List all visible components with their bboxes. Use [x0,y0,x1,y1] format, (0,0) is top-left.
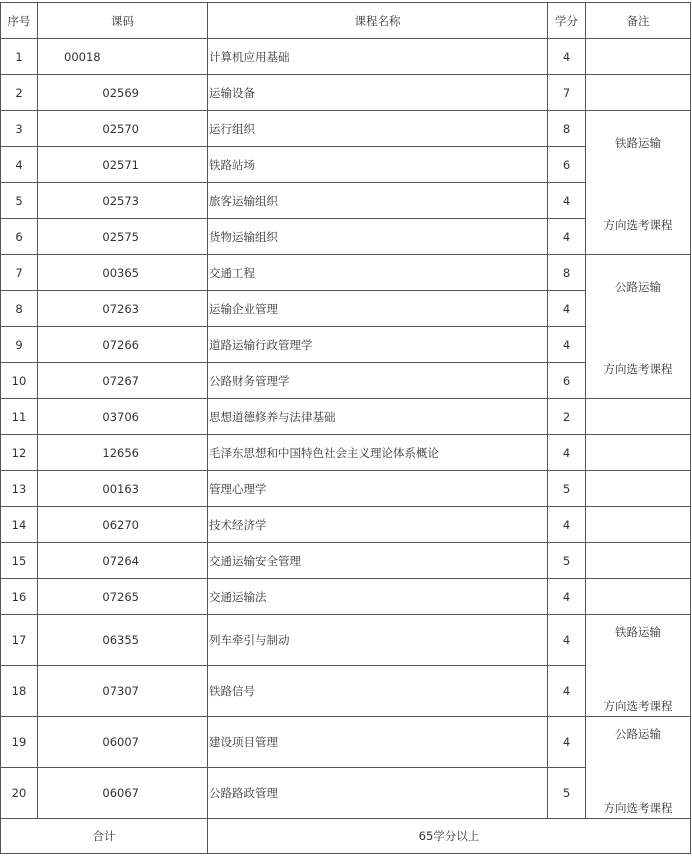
row-credit: 4 [548,435,586,471]
note-line-2: 方向选考课程 [603,698,673,713]
row-course-name: 技术经济学 [208,507,548,543]
row-seq: 17 [1,615,38,666]
note-line-1: 公路运输 [615,279,661,294]
header-code: 课码 [38,3,208,39]
row-note [586,543,691,579]
row-course-name: 交通工程 [208,255,548,291]
row-course-name: 建设项目管理 [208,717,548,768]
row-course-name: 运输企业管理 [208,291,548,327]
row-seq: 9 [1,327,38,363]
table-row [1,717,691,768]
table-row [1,471,691,507]
note-road-elective [586,255,691,399]
row-course-name: 道路运输行政管理学 [208,327,548,363]
row-code: 03706 [38,399,208,435]
row-credit: 4 [548,579,586,615]
row-seq: 3 [1,111,38,147]
row-credit: 4 [548,183,586,219]
row-course-name: 列车牵引与制动 [208,615,548,666]
row-credit: 5 [548,543,586,579]
table-row [1,111,691,147]
row-credit: 4 [548,219,586,255]
row-seq: 19 [1,717,38,768]
header-seq: 序号 [1,3,38,39]
course-table [0,2,691,854]
row-seq: 4 [1,147,38,183]
row-course-name: 思想道德修养与法律基础 [208,399,548,435]
row-course-name: 毛泽东思想和中国特色社会主义理论体系概论 [208,435,548,471]
note-line-2: 方向选考课程 [603,361,673,376]
row-credit: 7 [548,75,586,111]
header-credit: 学分 [548,3,586,39]
row-seq: 8 [1,291,38,327]
header-name: 课程名称 [208,3,548,39]
row-seq: 12 [1,435,38,471]
table-row [1,507,691,543]
row-code: 06355 [38,615,208,666]
note-line-2: 方向选考课程 [603,800,673,815]
row-course-name: 公路财务管理学 [208,363,548,399]
row-seq: 1 [1,39,38,75]
total-label: 合计 [1,819,208,854]
note-line-1: 铁路运输 [615,135,661,150]
row-seq: 6 [1,219,38,255]
row-credit: 4 [548,717,586,768]
row-code: 00163 [38,471,208,507]
row-code: 02569 [38,75,208,111]
row-seq: 7 [1,255,38,291]
row-code: 06007 [38,717,208,768]
row-credit: 4 [548,615,586,666]
row-course-name: 货物运输组织 [208,219,548,255]
row-course-name: 交通运输法 [208,579,548,615]
total-row [1,819,691,854]
row-course-name: 交通运输安全管理 [208,543,548,579]
header-row [1,3,691,39]
row-note [586,39,691,75]
row-seq: 10 [1,363,38,399]
row-code: 06270 [38,507,208,543]
row-course-name: 运输设备 [208,75,548,111]
row-note [586,471,691,507]
row-credit: 5 [548,471,586,507]
row-code: 07263 [38,291,208,327]
row-seq: 15 [1,543,38,579]
note-line-1: 铁路运输 [615,624,661,639]
row-seq: 11 [1,399,38,435]
row-seq: 16 [1,579,38,615]
row-course-name: 管理心理学 [208,471,548,507]
row-seq: 14 [1,507,38,543]
table-row [1,615,691,666]
row-code: 02570 [38,111,208,147]
row-code: 00365 [38,255,208,291]
row-code: 12656 [38,435,208,471]
row-code: 06067 [38,768,208,819]
table-row [1,579,691,615]
row-course-name: 运行组织 [208,111,548,147]
row-credit: 8 [548,111,586,147]
row-seq: 13 [1,471,38,507]
row-seq: 18 [1,666,38,717]
row-credit: 6 [548,363,586,399]
note-line-1: 公路运输 [615,726,661,741]
row-seq: 5 [1,183,38,219]
header-note: 备注 [586,3,691,39]
row-code: 07307 [38,666,208,717]
table-row [1,543,691,579]
row-course-name: 公路路政管理 [208,768,548,819]
row-course-name: 计算机应用基础 [208,39,548,75]
row-code: 02571 [38,147,208,183]
row-credit: 4 [548,291,586,327]
table-row [1,75,691,111]
note-road-elective [586,717,691,819]
row-code: 07264 [38,543,208,579]
row-credit: 2 [548,399,586,435]
note-rail-elective [586,615,691,717]
row-note [586,507,691,543]
row-note [586,399,691,435]
row-code: 02575 [38,219,208,255]
row-credit: 4 [548,327,586,363]
row-code: 07267 [38,363,208,399]
row-code: 07265 [38,579,208,615]
row-course-name: 铁路信号 [208,666,548,717]
row-code: 07266 [38,327,208,363]
table-row [1,435,691,471]
total-value: 65学分以上 [208,819,691,854]
row-seq: 20 [1,768,38,819]
row-credit: 4 [548,666,586,717]
row-note [586,435,691,471]
note-line-2: 方向选考课程 [603,217,673,232]
note-rail-elective [586,111,691,255]
row-credit: 8 [548,255,586,291]
row-credit: 5 [548,768,586,819]
row-credit: 6 [548,147,586,183]
row-code: 00018 [38,39,208,75]
row-credit: 4 [548,39,586,75]
row-note [586,579,691,615]
table-row [1,255,691,291]
row-course-name: 旅客运输组织 [208,183,548,219]
table-row [1,39,691,75]
row-note [586,75,691,111]
row-code: 02573 [38,183,208,219]
row-seq: 2 [1,75,38,111]
row-credit: 4 [548,507,586,543]
table-row [1,399,691,435]
row-course-name: 铁路站场 [208,147,548,183]
